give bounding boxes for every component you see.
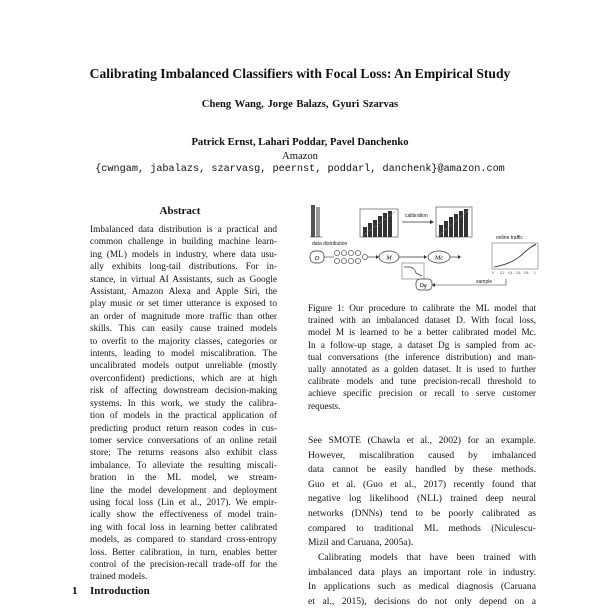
abstract-line: trained models. [90,572,148,583]
abstract-line: store; The returns reasons also exhibit class [90,448,277,459]
flow-arrow [368,255,379,259]
histogram-panel-right [436,207,472,237]
decay-curve-icon [402,263,424,279]
caption-line: requests. [308,400,341,411]
online-traffic-chart [492,243,538,269]
abstract-line: control of the precision-recall trade-off for the [90,559,277,570]
svg-text:M: M [386,254,392,262]
svg-text:1: 1 [534,271,536,275]
abstract-line: an order of magnitude more traffic than other [90,311,277,322]
svg-text:D: D [314,255,320,262]
author-list-2: Patrick Ernst, Lahari Poddar, Pavel Danchenko [191,137,409,148]
abstract-line: loss. Better calibration, in turn, enables better [90,547,277,558]
svg-text:Dg: Dg [419,283,427,289]
body-line: See SMOTE (Chawla et al., 2002) for an example. [308,435,536,446]
axis-tick-labels [492,271,536,275]
data-distribution-label: data distribution [312,241,348,247]
caption-line: tual conversations (the inference distribution) and man- [308,351,536,362]
figure-1-caption [308,302,536,412]
node-Dg [416,279,432,290]
abstract-line: tomer service conversations of an online retail [90,435,277,446]
figure-1-diagram [306,203,542,291]
body-line: data cannot be easily handled by these methods. [308,464,536,476]
online-traffic-label: online traffic [496,235,523,241]
body-line: networks (DNNs) tend to be poorly calibrated as [308,507,536,519]
abstract-line: imbalance. To alleviate the resulting miscali- [90,460,277,471]
calibration-label: calibration [405,213,428,219]
abstract-line: stance, in virtual AI Assistants, such as Google [90,274,277,285]
section-heading [72,585,150,597]
abstract-line: ing (ML) models in industry, where data usu- [90,249,277,260]
body-line: In applications such as medical diagnosis (Caruana [308,581,536,593]
svg-text:0.2: 0.2 [500,271,505,275]
svg-text:Mc: Mc [434,254,444,262]
node-Mc [428,251,450,263]
abstract-line: bration in the ML model, we stream- [90,473,277,484]
abstract-body [90,224,277,584]
node-D [310,251,324,263]
abstract-line: tion of models in the practical application of [90,411,277,422]
abstract-line: to overfit to the majority classes, categories or [90,336,277,347]
sample-label: sample [476,279,493,285]
body-line: Mizil and Caruana, 2005a). [308,537,414,549]
caption-line: calibrate models and tune precision-recall threshold to [308,376,536,387]
affiliation: Amazon [282,151,318,162]
section-title: Introduction [90,585,150,597]
calibration-arrow [402,220,434,224]
abstract-line: Assistant, Amazon Alexa and Apple Siri, the [90,287,277,298]
histogram-panel-left [360,209,398,237]
caption-line: Figure 1: Our procedure to calibrate the ML model that [308,303,536,313]
caption-line: model M is learned to be a better calibrated model Mc. [308,327,536,338]
abstract-heading: Abstract [159,205,201,217]
abstract-line: intents, leading to model miscalibration. The [90,349,277,360]
neural-network-icon [324,250,368,263]
flow-arrow [450,255,461,259]
paper-title: Calibrating Imbalanced Classifiers with Focal Loss: An Empirical Study [89,66,511,81]
flow-arrow [399,255,427,259]
abstract-line: common challenge in building machine learn- [90,237,277,248]
author-list-1: Cheng Wang, Jorge Balazs, Gyuri Szarvas [201,99,399,110]
caption-line: In a follow-up stage, a dataset Dg is sampled from ac- [308,339,536,350]
abstract-line: Imbalanced data distribution is a practical and [90,225,277,235]
body-paragraph-2 [308,551,536,609]
abstract-line: skills. This can easily cause trained models [90,324,277,335]
abstract-line: models, as compared to standard cross-entropy [90,535,277,546]
svg-text:0.8: 0.8 [524,271,529,275]
svg-text:0: 0 [492,271,494,275]
caption-line: trained with an imbalanced dataset D. With focal loss, [308,315,536,326]
abstract-line: uncalibrated models output unreliable (mostly [90,361,277,372]
abstract-line: ing with focal loss in learning better calibrated [90,522,277,533]
abstract-line: overconfident) predictions, which are at high [90,373,277,384]
node-M [379,251,399,263]
abstract-line: ically show the effectiveness of model train- [90,510,277,521]
body-line: et al., 2015), decisions do not only depend on a [308,595,536,607]
caption-line: ually annotated as a golden dataset. It is used to further [308,364,536,375]
abstract-line: using focal loss (Lin et al., 2017). We empir- [90,497,277,508]
abstract-line: ally exhibits long-tail distributions. For in- [90,262,277,273]
body-line: imbalanced data plays an important role in industry. [308,566,536,578]
body-line: negative log likelihood (NLL) trained deep neural [308,493,536,505]
small-histogram-icon [310,205,322,237]
section-number: 1 [72,585,78,597]
abstract-line: line the model development and deployment [90,485,277,496]
abstract-line: predicting product return reason codes in cus- [90,423,277,434]
abstract-line: play music or set timer utterance is exposed to [90,299,277,310]
svg-text:0.4: 0.4 [508,271,513,275]
body-line: Calibrating models that have been trained with [318,552,536,563]
author-emails: {cwngam, jabalazs, szarvasg, peernst, poddarl, danchenk}@amazon.com [95,164,505,175]
svg-text:0.6: 0.6 [516,271,521,275]
caption-line: achieve specific precision or recall to serve customer [308,388,536,399]
body-line: compared to traditional ML methods (Niculescu- [308,522,536,534]
sample-arrow [432,279,506,287]
body-paragraph-1 [308,434,536,551]
abstract-line: systems. In this work, we study the calibra- [90,398,277,409]
abstract-line: risk of affecting downstream decision-making [90,386,277,397]
body-line: However, miscalibration caused by imbalanced [308,449,536,461]
body-line: Guo et al. (Guo et al., 2017) recently found that [308,478,536,490]
